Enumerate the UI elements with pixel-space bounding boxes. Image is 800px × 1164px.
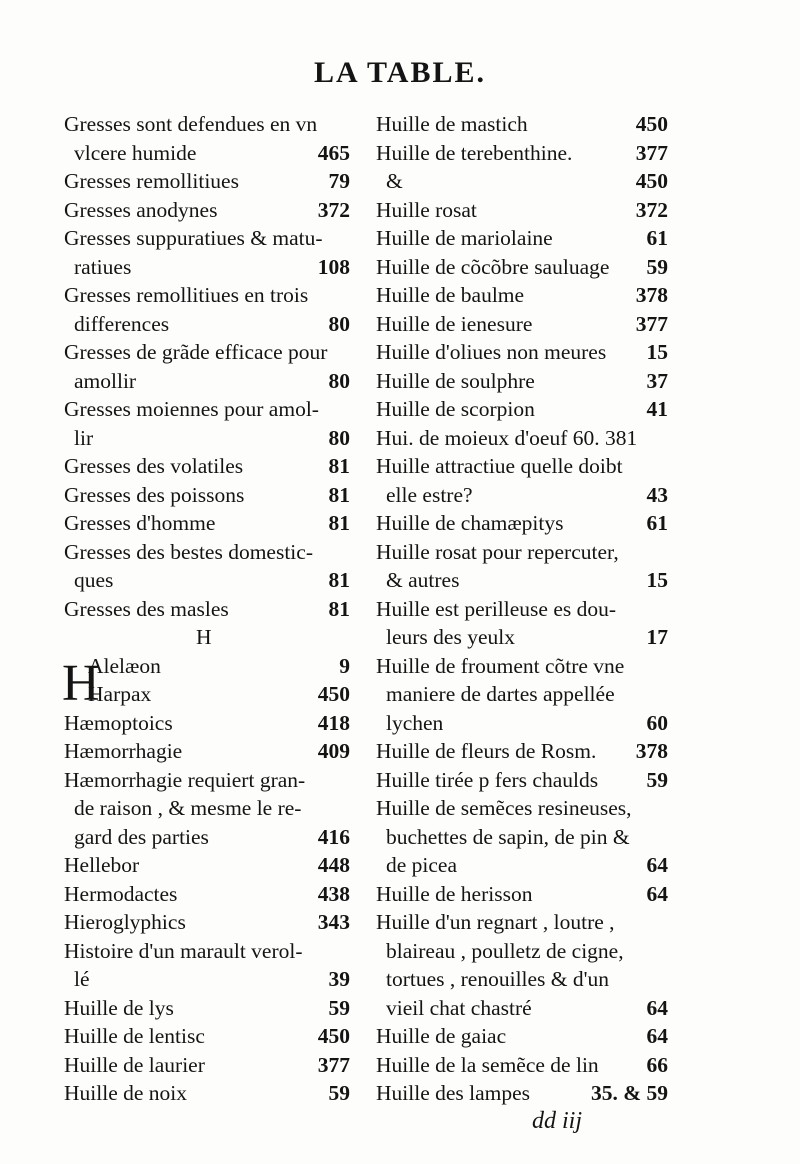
entry-page-number: 377 (635, 140, 668, 165)
index-column-right (376, 110, 668, 1108)
entry-text: elle estre? (386, 482, 473, 507)
section-letter: H (196, 625, 212, 649)
entry-page-number: 378 (635, 283, 668, 307)
index-entry (64, 937, 350, 966)
index-entry (376, 338, 668, 367)
index-entry (376, 709, 668, 738)
index-entry (64, 908, 350, 937)
index-entry (376, 823, 668, 852)
entry-text: Huille de baulme (376, 283, 525, 307)
page-title: LA TABLE. (314, 56, 486, 89)
entry-text: de picea (386, 853, 458, 877)
entry-text: leurs des yeulx (386, 625, 515, 649)
index-entry (376, 224, 668, 253)
entry-page-number: 416 (317, 824, 350, 849)
entry-page-number: 59 (646, 254, 668, 279)
entry-text: Huille de la semẽce de lin (376, 1052, 599, 1077)
entry-text: Gresses suppuratiues & matu- (64, 226, 323, 250)
entry-page-number: 59 (646, 767, 668, 792)
index-entry (376, 880, 668, 909)
index-entry (64, 1051, 350, 1080)
entry-text: de raison , & mesme le re- (74, 796, 302, 820)
index-entry (64, 224, 350, 253)
entry-text: Huille est perilleuse es dou- (376, 596, 617, 621)
entry-text: Huille de semẽces resineuses, (376, 796, 632, 820)
index-entry (64, 1079, 350, 1108)
entry-text: amollir (74, 368, 137, 393)
entry-text: Huille de lentisc (64, 1024, 205, 1048)
entry-page-number: 465 (317, 140, 350, 165)
entry-text: Huille de gaiac (376, 1024, 507, 1048)
entry-page-number: 450 (317, 682, 350, 706)
entry-page-number: 81 (328, 511, 350, 535)
entry-text: Hermodactes (64, 881, 178, 906)
index-entry (64, 338, 350, 367)
index-entry (64, 167, 350, 196)
index-entry (376, 737, 668, 766)
entry-page-number: 61 (646, 226, 668, 250)
entry-page-number: 343 (317, 910, 350, 934)
index-entry (376, 794, 668, 823)
index-entry (64, 766, 350, 795)
entry-text: maniere de dartes appellée (386, 682, 615, 706)
index-entry (64, 880, 350, 909)
entry-page-number: 15 (646, 568, 668, 592)
entry-text: tortues , renouilles & d'un (386, 967, 610, 991)
entry-text: Hæmorrhagie requiert gran- (64, 767, 306, 792)
entry-text: Hellebor (64, 853, 140, 877)
index-entry (376, 623, 668, 652)
entry-text: Huille de noix (64, 1081, 188, 1105)
entry-text: & autres (386, 568, 460, 592)
drop-capital: H (62, 654, 100, 712)
entry-text: Hieroglyphics (64, 910, 186, 934)
index-entry (376, 1079, 668, 1108)
entry-page-number: 80 (328, 368, 350, 393)
entry-page-number: 81 (328, 568, 350, 592)
entry-page-number: 81 (328, 482, 350, 507)
entry-text: Huille d'un regnart , loutre , (376, 910, 615, 934)
entry-text: Gresses anodynes (64, 197, 218, 222)
index-entry (376, 167, 668, 196)
entry-page-number: 378 (635, 739, 668, 763)
index-entry (376, 766, 668, 795)
index-entry (376, 310, 668, 339)
entry-text: Huille de froument cõtre vne (376, 653, 625, 678)
entry-text: Huille de herisson (376, 881, 533, 906)
index-entry (64, 310, 350, 339)
entry-text: Gresses d'homme (64, 511, 216, 535)
index-entry (376, 395, 668, 424)
signature-mark: dd iij (532, 1108, 583, 1134)
entry-page-number: 79 (328, 169, 350, 193)
index-entry (376, 566, 668, 595)
entry-page-number: 418 (317, 710, 350, 735)
entry-text: Huille de laurier (64, 1052, 205, 1077)
entry-text: Huille de lys (64, 995, 174, 1020)
index-entry (376, 424, 668, 453)
entry-page-number: 60 (646, 710, 668, 735)
entry-page-number: 64 (646, 995, 668, 1020)
entry-page-number: 377 (635, 311, 668, 336)
entry-text: & (386, 169, 403, 193)
section-h-entries (64, 652, 350, 1108)
index-entry (376, 509, 668, 538)
entry-page-number: 64 (646, 1024, 668, 1048)
entry-text: Huille de cõcõbre sauluage (376, 254, 610, 279)
index-entry (64, 196, 350, 225)
entry-page-number: 450 (635, 169, 668, 193)
entry-page-number: 81 (328, 454, 350, 478)
index-entry (64, 281, 350, 310)
entry-page-number: 35. & 59 (590, 1081, 668, 1105)
index-entry (376, 452, 668, 481)
entry-text: Huille tirée p fers chaulds (376, 767, 599, 792)
entry-text: Alelæon (88, 653, 161, 678)
index-entry (64, 1022, 350, 1051)
index-entry (64, 680, 350, 709)
entry-text: Gresses des poissons (64, 482, 245, 507)
entry-page-number: 80 (328, 425, 350, 450)
index-entry (64, 481, 350, 510)
entry-text: Hui. de moieux d'oeuf 60. 381 (376, 425, 638, 450)
index-entry (376, 1022, 668, 1051)
entry-text: Huille de fleurs de Rosm. (376, 739, 597, 763)
entry-text: Gresses des volatiles (64, 454, 244, 478)
index-entry (376, 937, 668, 966)
entry-text: Huille des lampes (376, 1081, 531, 1105)
index-column-left (64, 110, 350, 1108)
entry-page-number: 372 (317, 197, 350, 222)
index-entry (64, 737, 350, 766)
entry-text: Huille de mariolaine (376, 226, 553, 250)
index-entry (376, 595, 668, 624)
entry-text: Gresses des bestes domestic- (64, 539, 313, 564)
index-entry (376, 908, 668, 937)
entry-text: Huille attractiue quelle doibt (376, 454, 623, 478)
entry-text: gard des parties (74, 824, 209, 849)
index-entry (376, 1051, 668, 1080)
entry-text: vieil chat chastré (386, 995, 532, 1020)
index-entry (64, 566, 350, 595)
index-entry (64, 652, 350, 681)
entry-text: differences (74, 311, 170, 336)
index-entry (376, 196, 668, 225)
index-entry (64, 823, 350, 852)
index-entry (376, 481, 668, 510)
section-heading (64, 623, 350, 652)
entry-text: Gresses de grãde efficace pour (64, 340, 328, 364)
entry-page-number: 41 (646, 397, 668, 421)
entry-text: Hæmorrhagie (64, 739, 183, 763)
entry-page-number: 39 (328, 967, 350, 991)
entry-page-number: 43 (646, 482, 668, 507)
index-entry (376, 851, 668, 880)
entry-page-number: 448 (317, 853, 350, 877)
entry-text: Huille de scorpion (376, 397, 535, 421)
entry-text: blaireau , poulletz de cigne, (386, 938, 624, 963)
index-entry (64, 509, 350, 538)
index-entry (64, 367, 350, 396)
index-entry (64, 965, 350, 994)
entry-page-number: 108 (317, 254, 350, 279)
entry-text: Gresses des masles (64, 596, 229, 621)
index-entry (376, 367, 668, 396)
index-entry (64, 794, 350, 823)
index-entry (64, 395, 350, 424)
entry-text: ratiues (74, 254, 132, 279)
entry-page-number: 64 (646, 853, 668, 877)
entry-page-number: 37 (646, 368, 668, 393)
entry-text: Harpax (88, 682, 152, 706)
index-entry (376, 538, 668, 567)
entry-page-number: 15 (646, 340, 668, 364)
entry-page-number: 81 (328, 596, 350, 621)
entry-page-number: 409 (317, 739, 350, 763)
entry-text: lychen (386, 710, 444, 735)
index-entry (64, 110, 350, 139)
index-entry (64, 595, 350, 624)
index-entry (64, 538, 350, 567)
index-entry (64, 452, 350, 481)
index-entry (376, 652, 668, 681)
index-entry (376, 994, 668, 1023)
entry-text: vlcere humide (74, 140, 197, 165)
index-entry (376, 139, 668, 168)
index-entry (64, 139, 350, 168)
entry-text: Huille de chamæpitys (376, 511, 564, 535)
entry-text: ques (74, 568, 114, 592)
entry-text: Huille de terebenthine. (376, 140, 573, 165)
entry-page-number: 80 (328, 311, 350, 336)
entry-page-number: 17 (646, 625, 668, 649)
index-entry (64, 994, 350, 1023)
entry-text: Gresses remollitiues (64, 169, 239, 193)
entry-text: lir (74, 425, 94, 450)
index-entry (376, 110, 668, 139)
entry-text: Huille de mastich (376, 112, 528, 136)
entry-text: Hæmoptoics (64, 710, 173, 735)
index-entry (376, 253, 668, 282)
index-entry (376, 281, 668, 310)
index-entry (376, 680, 668, 709)
index-entry (64, 253, 350, 282)
entry-page-number: 377 (317, 1052, 350, 1077)
index-entry (376, 965, 668, 994)
entry-text: Gresses moiennes pour amol- (64, 397, 319, 421)
entry-text: Histoire d'un marault verol- (64, 938, 303, 963)
index-entry (64, 709, 350, 738)
entry-text: Huille de ienesure (376, 311, 533, 336)
entry-page-number: 64 (646, 881, 668, 906)
entry-text: Huille rosat pour repercuter, (376, 539, 619, 564)
entry-page-number: 61 (646, 511, 668, 535)
entry-page-number: 372 (635, 197, 668, 222)
entry-page-number: 438 (317, 881, 350, 906)
entry-text: Huille d'oliues non meures (376, 340, 607, 364)
entry-text: Gresses sont defendues en vn (64, 112, 318, 136)
entry-page-number: 59 (328, 995, 350, 1020)
index-entry (64, 851, 350, 880)
entry-text: buchettes de sapin, de pin & (386, 824, 630, 849)
index-entry (64, 424, 350, 453)
entry-page-number: 9 (339, 653, 350, 678)
entry-text: Huille de soulphre (376, 368, 535, 393)
entry-text: lé (74, 967, 90, 991)
entry-page-number: 66 (646, 1052, 668, 1077)
entry-page-number: 450 (635, 112, 668, 136)
entry-text: Huille rosat (376, 197, 477, 222)
entry-page-number: 59 (328, 1081, 350, 1105)
entry-text: Gresses remollitiues en trois (64, 283, 309, 307)
entry-page-number: 450 (317, 1024, 350, 1048)
